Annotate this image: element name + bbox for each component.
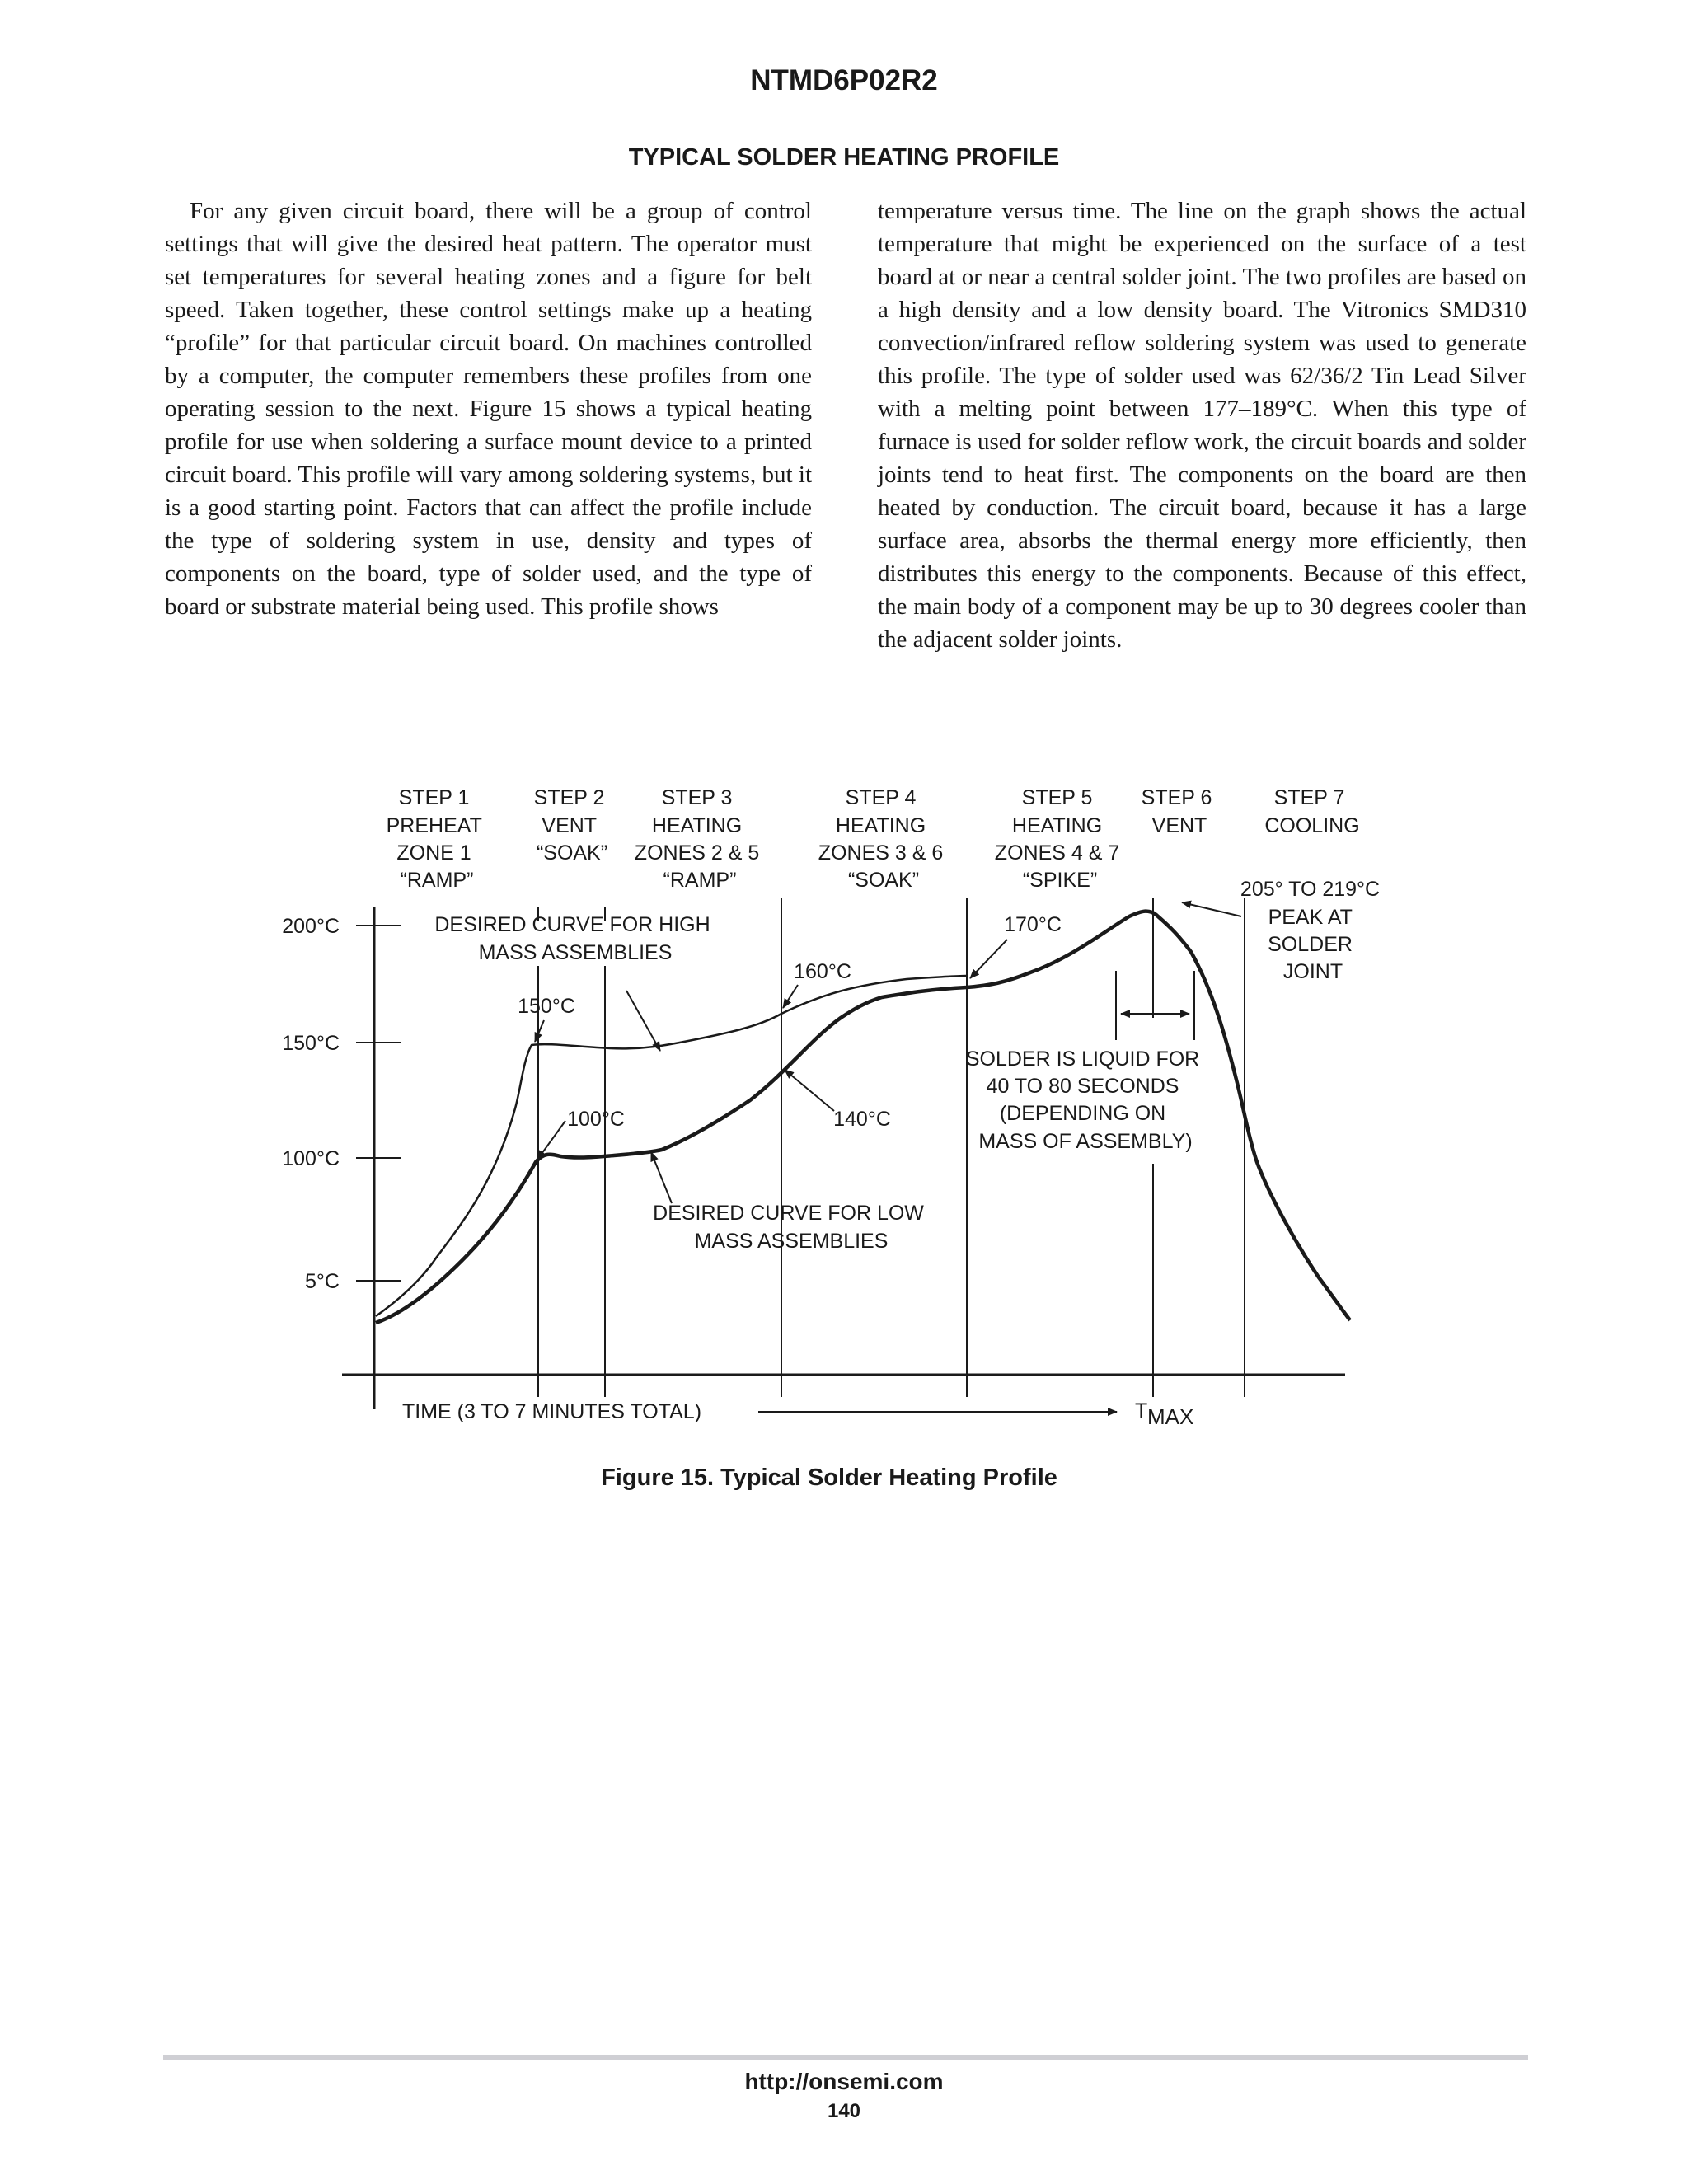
section-heading: TYPICAL SOLDER HEATING PROFILE — [628, 144, 1060, 171]
y-tick-100: 100°C — [282, 1147, 340, 1170]
high-mass-label: DESIRED CURVE FOR HIGH MASS ASSEMBLIES — [434, 913, 710, 964]
arrow-170 — [970, 940, 1007, 978]
step-5-header: STEP 5 HEATING ZONES 4 & 7 “SPIKE” — [994, 786, 1120, 892]
arrow-peak — [1182, 902, 1241, 916]
body-text-left-column: For any given circuit board, there will be a group of control settings that will give the desired heat pattern. The operator must set temperatures for several heating zones and a figure for belt speed. Taken together, these control settings make up a heating “profile” for that particular circuit board. On machines controlled by a computer, the computer remembers these profiles from one operating session to the next. Figure 15 shows a typical heating profile for use when soldering a surface mount device to a printed circuit board. This profile will vary among soldering systems, but it is a good starting point. Factors that can affect the profile include the type of soldering system in use, density and types of components on the board, type of solder used, and the type of board or substrate material being used. This profile shows — [165, 198, 812, 620]
step-6-header: STEP 6 VENT — [1141, 786, 1212, 837]
figure-caption: Figure 15. Typical Solder Heating Profile — [601, 1465, 1057, 1491]
y-tick-200: 200°C — [282, 915, 340, 938]
temp-label-100: 100°C — [567, 1108, 625, 1131]
temp-label-170: 170°C — [1004, 913, 1062, 936]
low-mass-label: DESIRED CURVE FOR LOW MASS ASSEMBLIES — [653, 1202, 924, 1253]
document-title: NTMD6P02R2 — [750, 64, 938, 96]
step-4-header: STEP 4 HEATING ZONES 3 & 6 “SOAK” — [818, 786, 944, 892]
arrow-high-mass — [626, 991, 660, 1051]
arrow-140 — [785, 1070, 834, 1111]
solder-heating-profile-figure — [264, 775, 1401, 1434]
temp-label-160: 160°C — [794, 960, 851, 983]
liquid-interval-marker — [1116, 971, 1194, 1040]
peak-temperature-label: 205° TO 219°C PEAK AT SOLDER JOINT — [1240, 878, 1381, 983]
page-number: 140 — [827, 2100, 861, 2122]
y-axis-ticks — [282, 915, 401, 1293]
body-text-right-column: temperature versus time. The line on the graph shows the actual temperature that might be experienced on the surface of a test board at or near a central solder joint. The two profiles are based on a high density and a low density board. The Vitronics SMD310 convection/infrared reflow soldering system was used to generate this profile. The type of solder used was 62/36/2 Tin Lead Silver with a melting point between 177–189°C. When this type of furnace is used for solder reflow work, the circuit boards and solder joints tend to heat first. The components on the board are then heated by conduction. The circuit board, because it has a large surface area, absorbs the thermal energy more efficiently, then distributes this energy to the components. Because of this effect, the main body of a component may be up to 30 degrees cooler than the adjacent solder joints. — [878, 198, 1526, 653]
step-2-header: STEP 2 VENT “SOAK” — [533, 786, 608, 865]
footer-divider — [163, 2055, 1528, 2060]
arrow-160 — [783, 985, 798, 1008]
y-tick-150: 150°C — [282, 1032, 340, 1055]
footer-url-link[interactable]: http://onsemi.com — [744, 2069, 944, 2094]
arrow-low-mass — [651, 1152, 672, 1203]
y-tick-5: 5°C — [305, 1270, 340, 1293]
arrow-150 — [535, 1020, 544, 1042]
step-headers — [387, 786, 1360, 892]
temp-label-140: 140°C — [833, 1108, 891, 1131]
annotation-arrows — [535, 902, 1241, 1412]
step-1-header: STEP 1 PREHEAT ZONE 1 “RAMP” — [386, 786, 482, 892]
step-3-header: STEP 3 HEATING ZONES 2 & 5 “RAMP” — [634, 786, 760, 892]
time-axis-label: TIME (3 TO 7 MINUTES TOTAL) — [402, 1400, 702, 1423]
step-7-header: STEP 7 COOLING — [1264, 786, 1360, 837]
tmax-label: T MAX — [1135, 1399, 1194, 1429]
solder-liquid-label: SOLDER IS LIQUID FOR 40 TO 80 SECONDS (DEPENDING ON MASS OF ASSEMBLY) — [965, 1047, 1200, 1153]
temp-label-150: 150°C — [518, 995, 575, 1018]
